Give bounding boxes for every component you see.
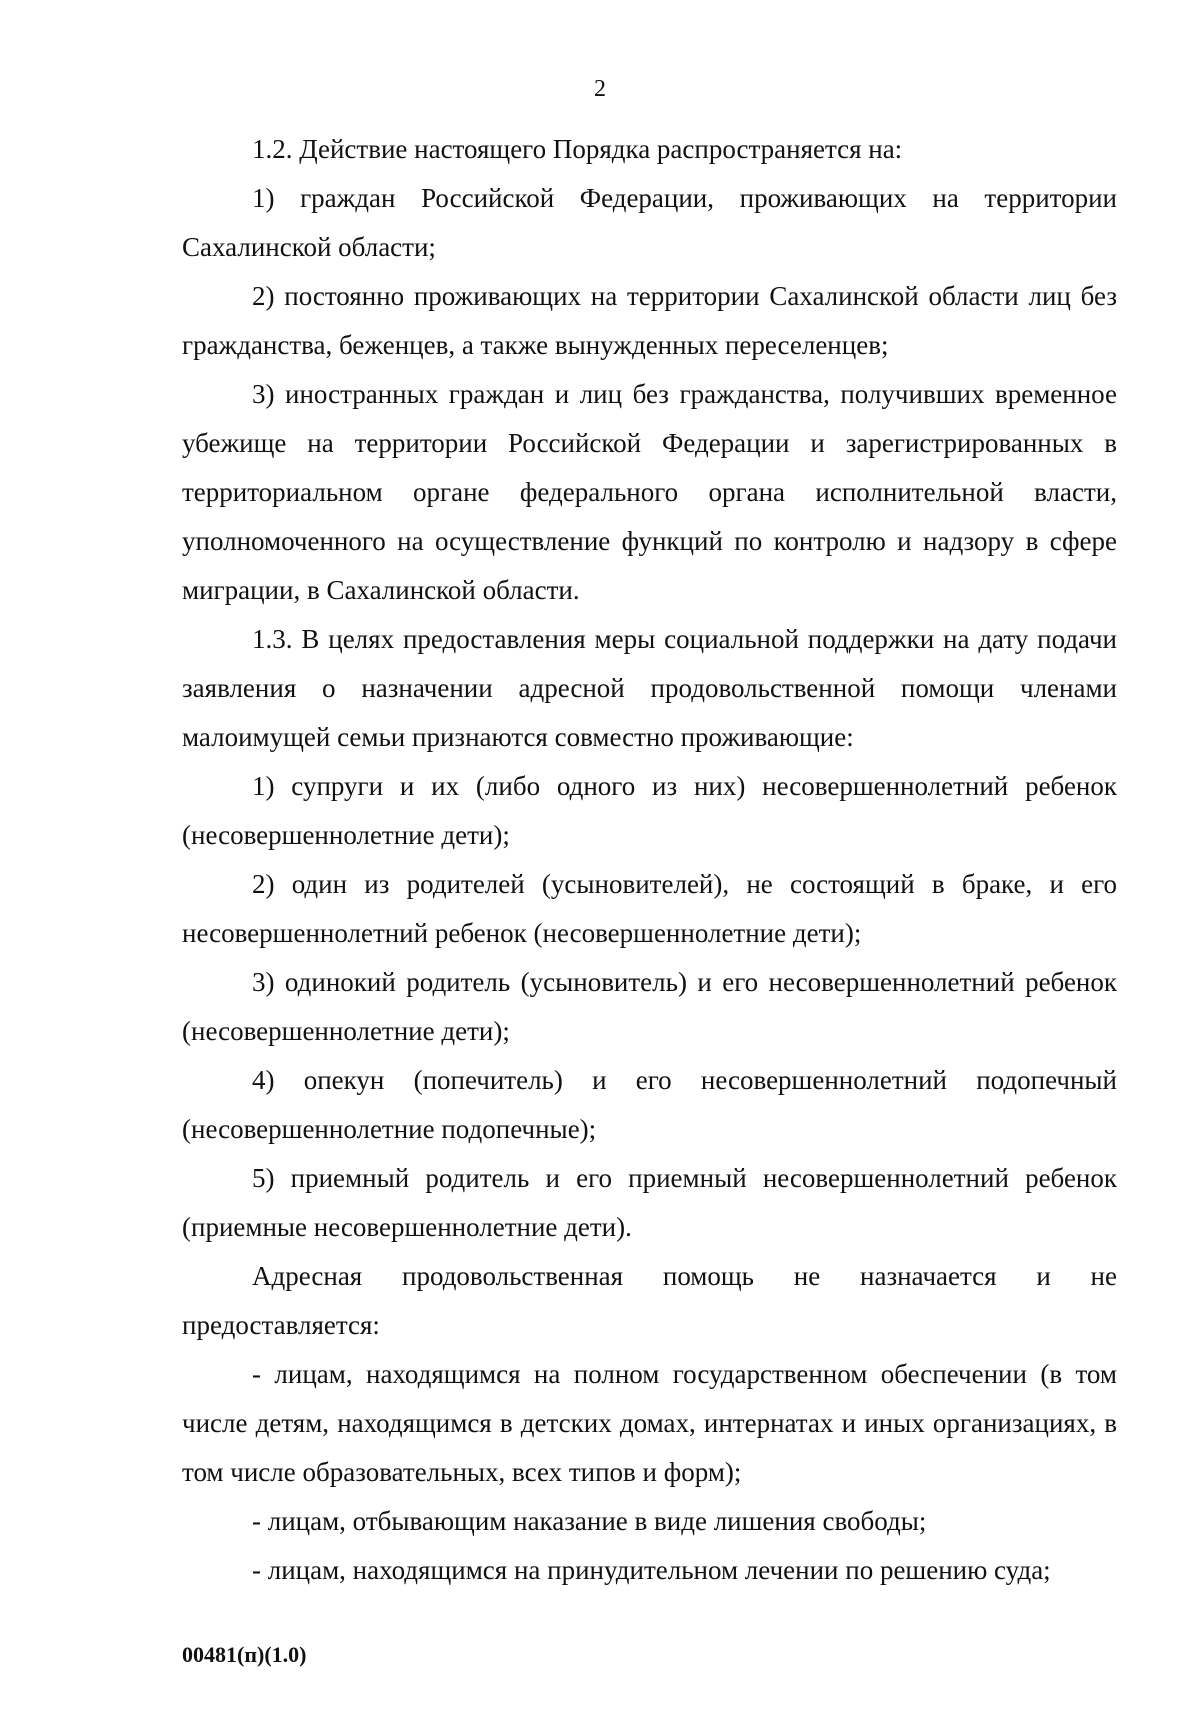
paragraph-item-1: 1) граждан Российской Федерации, проживающих на территории Сахалинской области; — [182, 183, 1117, 262]
paragraph-family-2: 2) один из родителей (усыновителей), не состоящий в браке, и его несовершеннолетний ребенок (несовершеннолетние дети); — [182, 869, 1117, 948]
paragraph-family-5: 5) приемный родитель и его приемный несовершеннолетний ребенок (приемные несовершеннолетние дети). — [182, 1163, 1117, 1242]
document-code: 00481(п)(1.0) — [182, 1642, 307, 1667]
paragraph-not-assigned: Адресная продовольственная помощь не назначается и не предоставляется: — [182, 1261, 1117, 1340]
paragraph-exclusion-3: - лицам, находящимся на принудительном лечении по решению суда; — [252, 1555, 1051, 1585]
paragraph-1-2: 1.2. Действие настоящего Порядка распространяется на: — [252, 134, 903, 164]
paragraph-1-3: 1.3. В целях предоставления меры социальной поддержки на дату подачи заявления о назначении адресной продовольственной помощи членами малоимущей семьи признаются совместно проживающие: — [182, 624, 1117, 752]
paragraph-item-3: 3) иностранных граждан и лиц без гражданства, получивших временное убежище на территории Российской Федерации и зарегистрированных в территориальном органе федерального органа исполнительной власти, уполномоченного на осуществление функций по контролю и надзору в сфере миграции, в Сахалинской области. — [182, 379, 1117, 605]
document-body — [182, 125, 1117, 1595]
paragraph-family-4: 4) опекун (попечитель) и его несовершеннолетний подопечный (несовершеннолетние подопечные); — [182, 1065, 1117, 1144]
page-number: 2 — [594, 76, 606, 102]
paragraph-family-1: 1) супруги и их (либо одного из них) несовершеннолетний ребенок (несовершеннолетние дети); — [182, 771, 1117, 850]
paragraph-family-3: 3) одинокий родитель (усыновитель) и его несовершеннолетний ребенок (несовершеннолетние дети); — [182, 967, 1117, 1046]
paragraph-item-2: 2) постоянно проживающих на территории Сахалинской области лиц без гражданства, беженцев, а также вынужденных переселенцев; — [182, 281, 1117, 360]
paragraph-exclusion-1: - лицам, находящимся на полном государственном обеспечении (в том числе детям, находящимся в детских домах, интернатах и иных организациях, в том числе образовательных, всех типов и форм); — [182, 1359, 1117, 1487]
paragraph-exclusion-2: - лицам, отбывающим наказание в виде лишения свободы; — [252, 1506, 927, 1536]
